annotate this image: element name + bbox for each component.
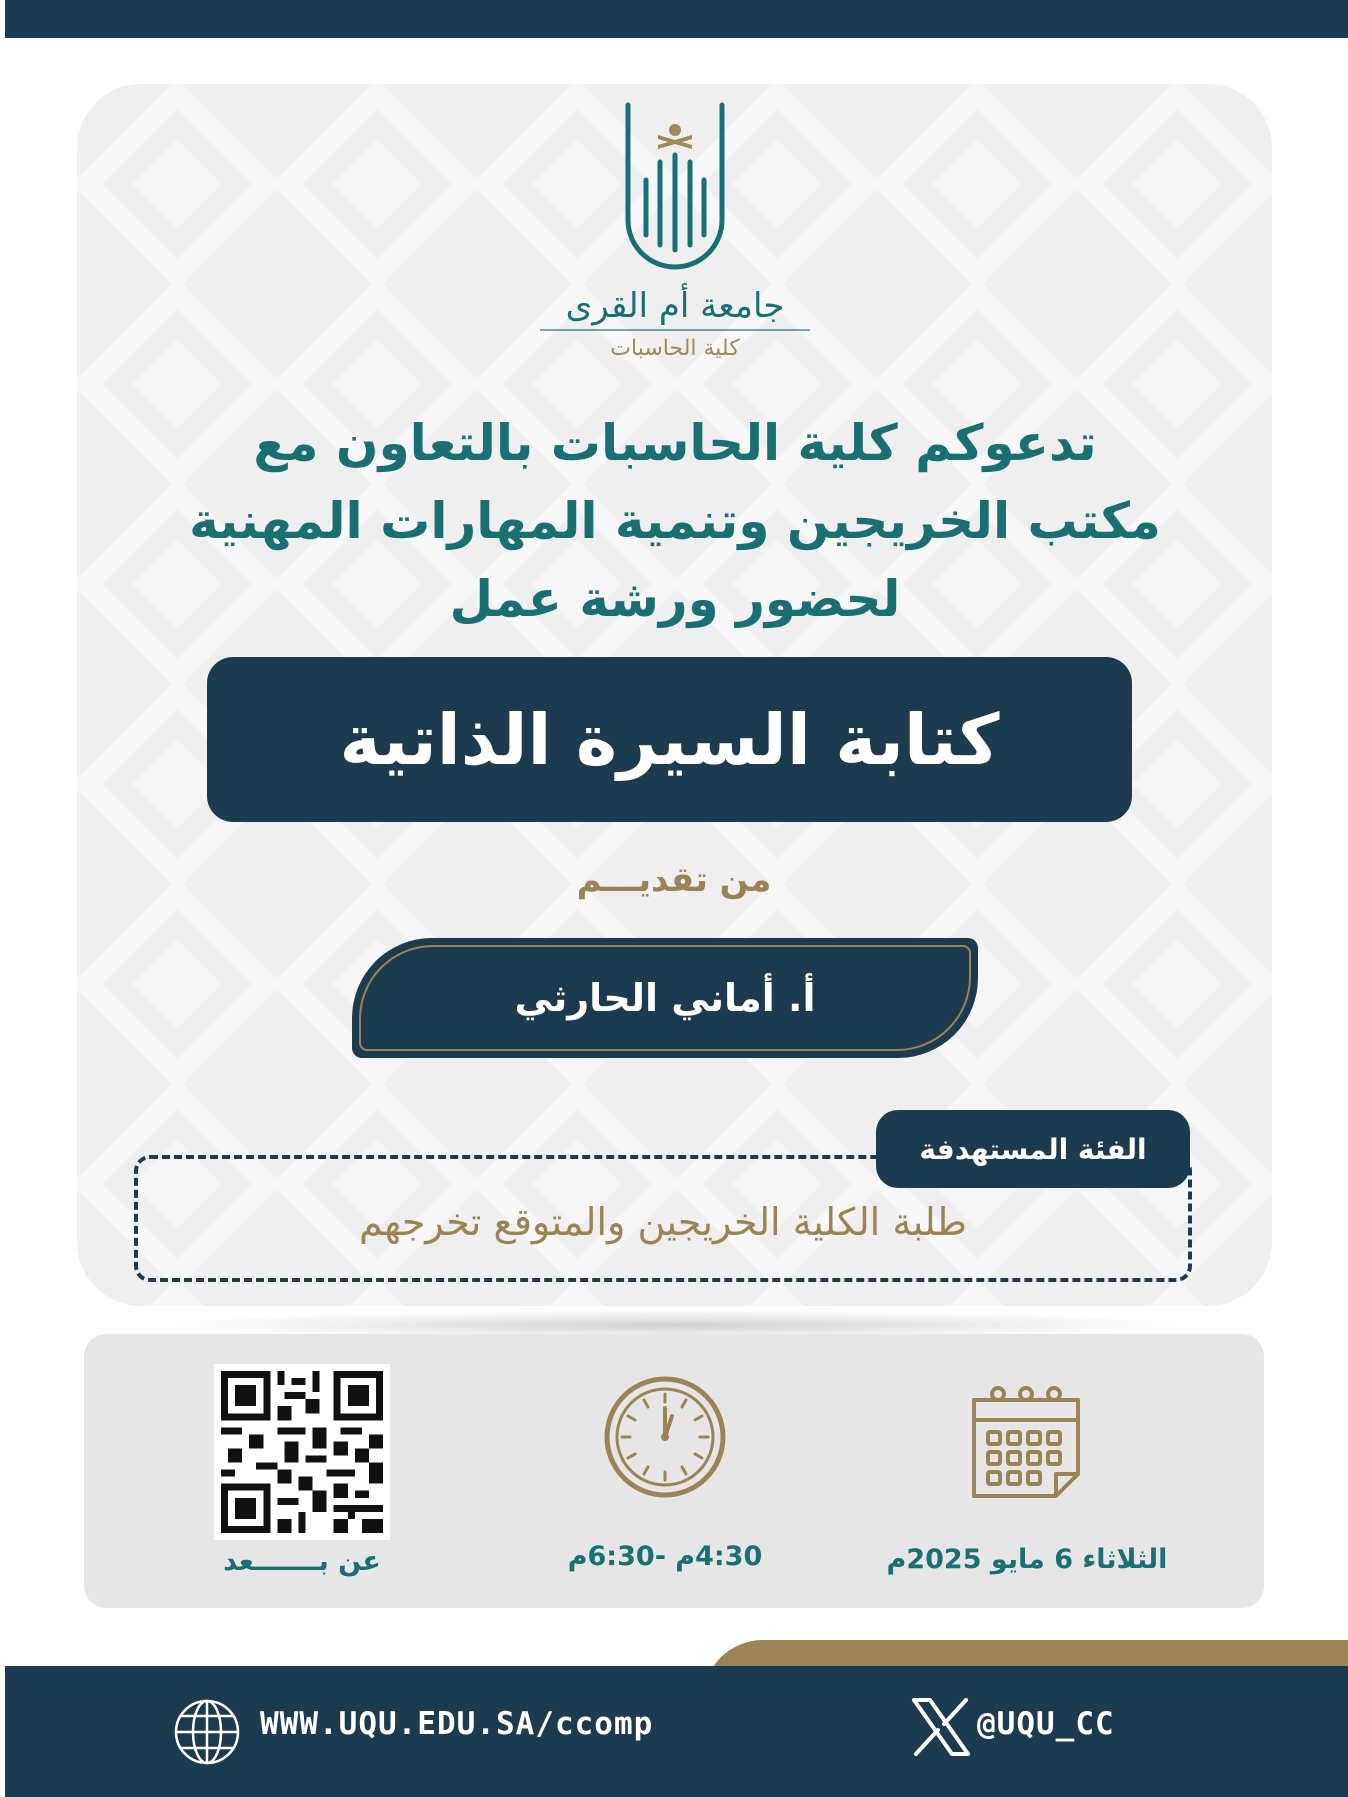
top-bar <box>5 0 1348 38</box>
clock-icon <box>602 1374 728 1500</box>
logo-divider <box>540 329 810 331</box>
target-audience-text: طلبة الكلية الخريجين والمتوقع تخرجهم <box>359 1200 967 1244</box>
presenter-name: أ. أماني الحارثي <box>514 976 816 1020</box>
workshop-title-box <box>207 657 1132 822</box>
event-mode: عن بـــــــعد <box>223 1546 381 1577</box>
calendar-icon <box>964 1378 1090 1504</box>
university-name: جامعة أم القرى <box>565 286 785 326</box>
event-time: 4:30م -6:30م <box>567 1541 763 1572</box>
social-handle[interactable]: @UQU_CC <box>977 1706 1115 1742</box>
invitation-line-1: تدعوكم كلية الحاسبات بالتعاون مع <box>253 414 1097 472</box>
event-date: الثلاثاء 6 مايو 2025م <box>886 1544 1168 1575</box>
presented-by-label: من تقديـــم <box>576 860 772 900</box>
x-logo-icon[interactable] <box>910 1696 972 1758</box>
presenter-pill <box>352 938 978 1058</box>
invitation-text <box>110 404 1240 638</box>
qr-code-icon <box>214 1364 390 1540</box>
invitation-line-3: لحضور ورشة عمل <box>449 570 901 628</box>
target-audience-label: الفئة المستهدفة <box>876 1110 1190 1188</box>
globe-icon <box>173 1698 241 1766</box>
college-name: كلية الحاسبات <box>610 336 740 361</box>
workshop-title: كتابة السيرة الذاتية <box>339 698 1000 781</box>
event-details-panel <box>84 1334 1264 1608</box>
invitation-line-2: مكتب الخريجين وتنمية المهارات المهنية <box>189 492 1161 550</box>
university-emblem-icon <box>620 100 730 275</box>
university-logo <box>530 100 820 370</box>
footer-bar <box>5 1666 1348 1797</box>
website-url[interactable]: WWW.UQU.EDU.SA/ccomp <box>260 1706 654 1742</box>
